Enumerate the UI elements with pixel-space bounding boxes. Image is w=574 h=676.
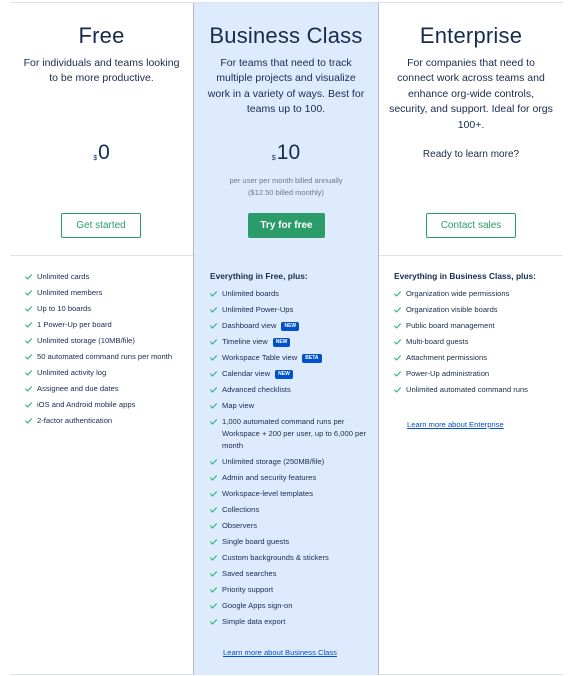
price-amount: 10 [276,141,301,164]
feature-item [25,367,187,379]
check-icon [394,384,402,396]
check-icon [25,415,33,427]
feature-item [25,399,187,411]
feature-label: Assignee and due dates [37,384,119,393]
feature-label: 1,000 automated command runs per Workspace + 200 per user, up to 6,000 per month [222,417,367,450]
feature-label: Unlimited boards [222,289,279,298]
check-icon [210,568,218,580]
plan-business-column [193,3,379,675]
feature-list [25,271,187,431]
feature-badge: BETA [302,354,321,363]
feature-label: Multi-board guests [406,337,469,346]
feature-item [210,488,372,500]
feature-item [25,351,187,363]
feature-label: Collections [222,505,260,514]
price-note [194,175,378,198]
feature-label: Unlimited activity log [37,368,107,377]
plan-price [10,141,193,165]
features-heading: Everything in Free, plus: [210,271,308,281]
feature-label: Workspace-level templates [222,489,314,498]
check-icon [210,352,218,364]
feature-label: Dashboard view [222,321,277,330]
feature-item [210,384,372,396]
plan-free-column [10,3,193,675]
feature-list [210,288,372,628]
feature-item [25,383,187,395]
feature-label: Organization wide permissions [406,289,510,298]
plan-title: Free [78,23,125,48]
feature-label: Simple data export [222,617,286,626]
check-icon [394,288,402,300]
feature-badge: NEW [275,370,293,379]
billing-monthly-note: ($12.50 billed monthly) [248,187,324,197]
feature-item [394,384,557,396]
feature-item [210,536,372,548]
feature-item [210,336,372,348]
check-icon [25,287,33,299]
feature-item [210,368,372,380]
check-icon [210,520,218,532]
feature-item [394,368,557,380]
check-icon [210,552,218,564]
check-icon [210,456,218,468]
check-icon [210,368,218,380]
feature-label: Public board management [406,321,495,330]
feature-list [394,288,557,396]
feature-label: 50 automated command runs per month [37,352,173,361]
feature-item [394,336,557,348]
feature-item [25,335,187,347]
feature-item [210,456,372,468]
feature-item [210,352,372,364]
check-icon [210,288,218,300]
check-icon [25,319,33,331]
feature-label: Advanced checklists [222,385,291,394]
check-icon [394,352,402,364]
plan-title: Enterprise [419,23,523,48]
feature-label: Custom backgrounds & stickers [222,553,329,562]
feature-item [210,288,372,300]
check-icon [210,384,218,396]
check-icon [210,616,218,628]
feature-item [210,584,372,596]
feature-item [394,352,557,364]
try-for-free-button[interactable]: Try for free [248,213,325,238]
check-icon [210,536,218,548]
currency-symbol: $ [271,155,276,162]
billing-annual-note: per user per month billed annually [229,176,343,185]
check-icon [394,368,402,380]
feature-label: Map view [222,401,255,410]
feature-item [25,271,187,283]
feature-item [394,304,557,316]
currency-symbol: $ [93,155,98,162]
contact-sales-button[interactable]: Contact sales [426,213,516,238]
feature-section [394,271,557,400]
ready-to-learn-text: Ready to learn more? [422,149,520,160]
plan-description: For teams that need to track multiple projects and visualize work in a variety of ways. Best for teams up to 100. [207,57,365,116]
features-heading: Everything in Business Class, plus: [394,271,536,281]
feature-section [210,271,372,632]
check-icon [25,383,33,395]
feature-label: Single board guests [222,537,290,546]
feature-item [210,400,372,412]
check-icon [25,303,33,315]
feature-label: iOS and Android mobile apps [37,400,136,409]
check-icon [25,351,33,363]
check-icon [210,600,218,612]
feature-item [210,600,372,612]
feature-item [210,568,372,580]
plan-description: For individuals and teams looking to be more productive. [23,57,180,85]
feature-label: Unlimited cards [37,272,90,281]
check-icon [210,504,218,516]
check-icon [25,335,33,347]
check-icon [394,304,402,316]
feature-label: Workspace Table view [222,353,298,362]
feature-label: Saved searches [222,569,277,578]
check-icon [210,400,218,412]
feature-item [394,320,557,332]
feature-label: Attachment permissions [406,353,488,362]
feature-label: Priority support [222,585,274,594]
feature-label: Unlimited storage (250MB/file) [222,457,325,466]
feature-item [394,288,557,300]
price-amount: 0 [98,141,110,164]
check-icon [25,399,33,411]
check-icon [394,320,402,332]
plan-description: For companies that need to connect work across teams and enhance org-wide controls, security, and support. Ideal for orgs 100+. [389,57,553,131]
check-icon [210,584,218,596]
feature-label: Calendar view [222,369,271,378]
feature-item [210,504,372,516]
learn-more-business-link[interactable]: Learn more about Business Class [223,648,337,657]
check-icon [394,336,402,348]
feature-item [25,303,187,315]
feature-item [25,319,187,331]
feature-label: Google Apps sign-on [222,601,293,610]
feature-label: Timeline view [222,337,268,346]
check-icon [210,488,218,500]
feature-label: 2-factor authentication [37,416,113,425]
feature-label: Up to 10 boards [37,304,92,313]
check-icon [210,416,218,428]
feature-item [210,552,372,564]
feature-label: Unlimited Power-Ups [222,305,294,314]
feature-label: Unlimited storage (10MB/file) [37,336,135,345]
feature-label: Observers [222,521,258,530]
feature-item [210,320,372,332]
feature-badge: NEW [281,322,299,331]
feature-label: Admin and security features [222,473,317,482]
feature-item [210,304,372,316]
feature-label: Power-Up administration [406,369,490,378]
check-icon [210,472,218,484]
check-icon [25,271,33,283]
feature-label: Organization visible boards [406,305,498,314]
check-icon [210,320,218,332]
feature-badge: NEW [273,338,291,347]
feature-item [210,472,372,484]
feature-label: Unlimited members [37,288,103,297]
feature-item [25,287,187,299]
plan-price [194,141,378,165]
feature-item [25,415,187,427]
feature-label: Unlimited automated command runs [406,385,528,394]
learn-more-enterprise-link[interactable]: Learn more about Enterprise [407,420,504,429]
plan-enterprise-column [379,3,563,675]
check-icon [25,367,33,379]
plan-title: Business Class [209,23,363,48]
check-icon [210,336,218,348]
feature-label: 1 Power-Up per board [37,320,112,329]
feature-item [210,416,372,452]
get-started-button[interactable]: Get started [61,213,141,238]
feature-item [210,520,372,532]
feature-item [210,616,372,628]
check-icon [210,304,218,316]
